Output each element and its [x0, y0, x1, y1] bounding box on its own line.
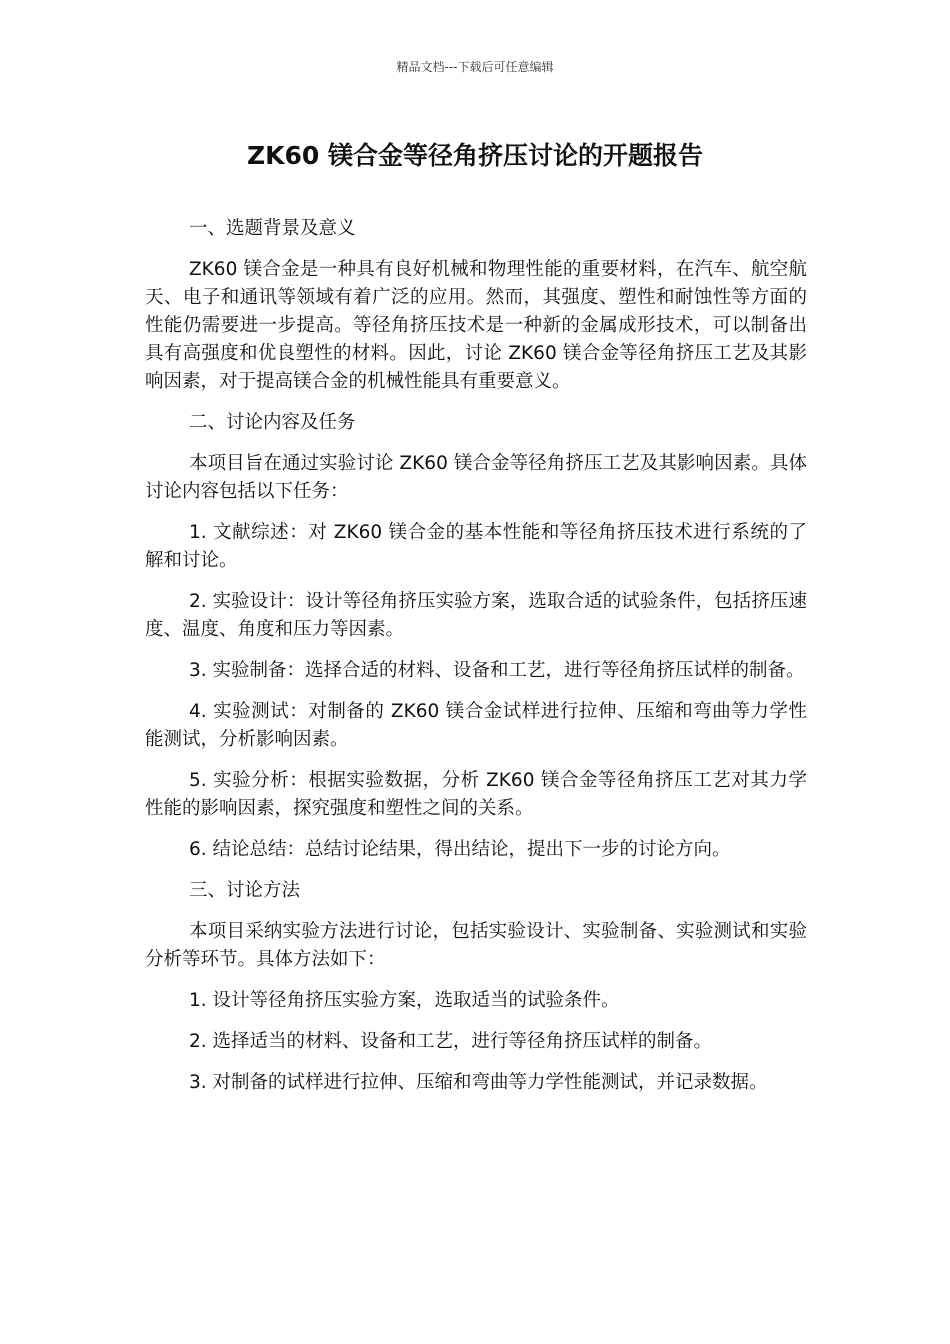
list-item: 1. 文献综述：对 ZK60 镁合金的基本性能和等径角挤压技术进行系统的了解和讨论。: [145, 522, 807, 571]
page-header: 精品文档---下载后可任意编辑: [396, 60, 554, 74]
section-heading: 一、选题背景及意义: [189, 218, 356, 239]
document-title: ZK60 镁合金等径角挤压讨论的开题报告: [247, 141, 703, 170]
paragraph: ZK60 镁合金是一种具有良好机械和物理性能的重要材料，在汽车、航空航天、电子和通讯等领域有着广泛的应用。然而，其强度、塑性和耐蚀性等方面的性能仍需要进一步提高。等径角挤压技术是一种新的金属成形技术，可以制备出具有高强度和优良塑性的材料。因此，讨论 ZK60 镁合金等径角挤压工艺及其影响因素，对于提高镁合金的机械性能具有重要意义。: [145, 259, 807, 392]
section-heading: 三、讨论方法: [189, 880, 301, 901]
paragraph: 本项目旨在通过实验讨论 ZK60 镁合金等径角挤压工艺及其影响因素。具体讨论内容包括以下任务：: [145, 453, 807, 502]
list-item: 1. 设计等径角挤压实验方案，选取适当的试验条件。: [189, 990, 620, 1011]
list-item: 2. 选择适当的材料、设备和工艺，进行等径角挤压试样的制备。: [189, 1031, 713, 1052]
list-item: 4. 实验测试：对制备的 ZK60 镁合金试样进行拉伸、压缩和弯曲等力学性能测试，分析影响因素。: [145, 701, 807, 750]
document-body: [145, 215, 807, 1110]
list-item: 2. 实验设计：设计等径角挤压实验方案，选取合适的试验条件，包括挤压速度、温度、角度和压力等因素。: [145, 591, 807, 640]
section-methods: [145, 877, 807, 1097]
paragraph: 本项目采纳实验方法进行讨论，包括实验设计、实验制备、实验测试和实验分析等环节。具体方法如下：: [145, 921, 807, 970]
list-item: 6. 结论总结：总结讨论结果，得出结论，提出下一步的讨论方向。: [189, 839, 731, 860]
list-item: 3. 实验制备：选择合适的材料、设备和工艺，进行等径角挤压试样的制备。: [189, 660, 805, 681]
list-item: 3. 对制备的试样进行拉伸、压缩和弯曲等力学性能测试，并记录数据。: [189, 1072, 768, 1093]
list-item: 5. 实验分析：根据实验数据，分析 ZK60 镁合金等径角挤压工艺对其力学性能的影响因素，探究强度和塑性之间的关系。: [145, 770, 807, 819]
section-content-tasks: [145, 409, 807, 864]
section-background: [145, 215, 807, 396]
section-heading: 二、讨论内容及任务: [189, 412, 356, 433]
